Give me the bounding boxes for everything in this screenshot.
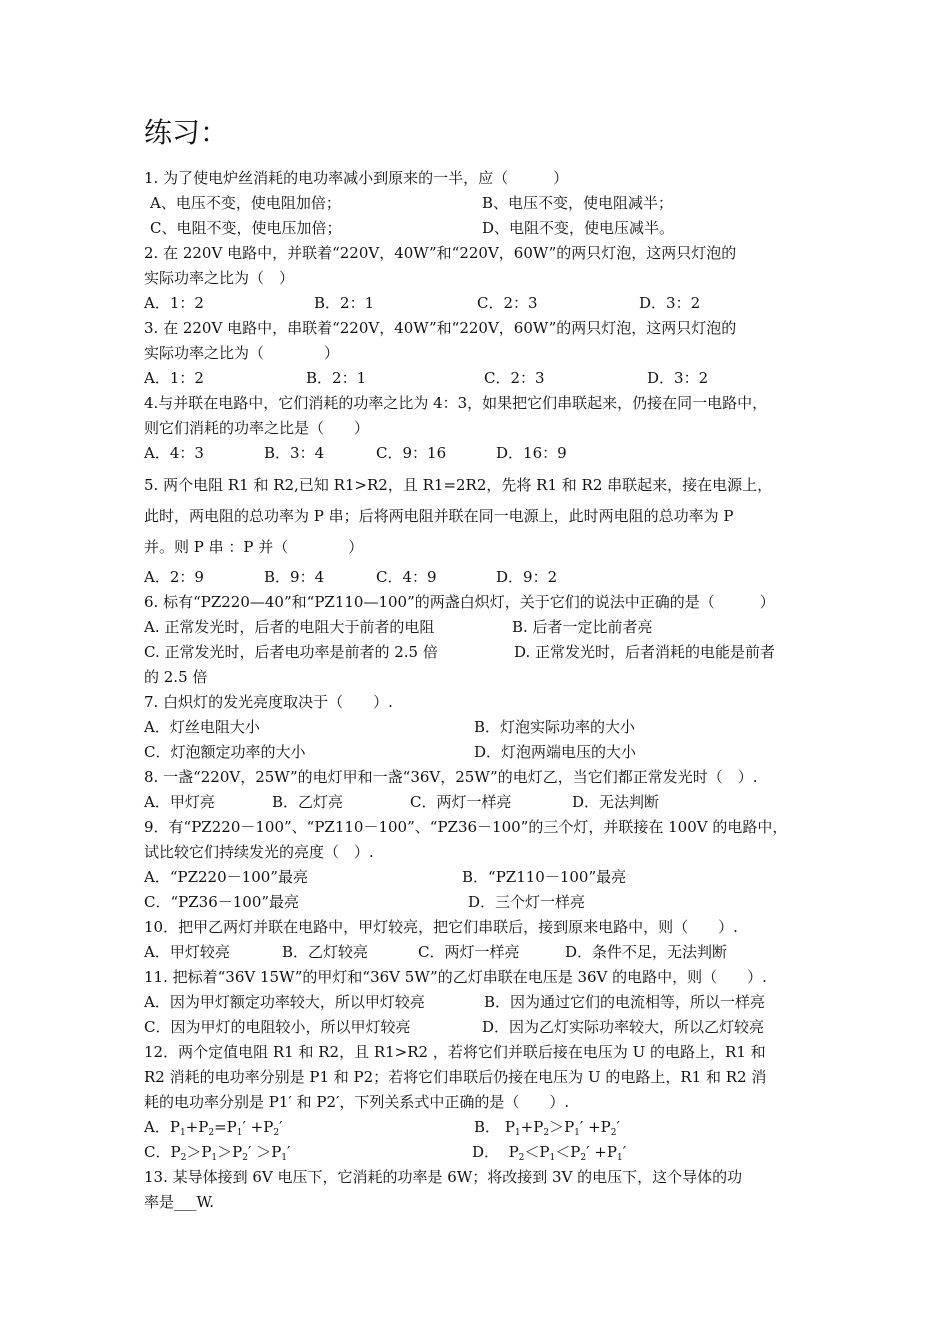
q11-option-d: D．因为乙灯实际功率较大，所以乙灯较亮 xyxy=(482,1018,765,1036)
q6-option-d-cont: 的 2.5 倍 xyxy=(144,668,208,686)
q4-option-c: C．9：16 xyxy=(376,444,447,462)
q6-option-b: B. 后者一定比前者亮 xyxy=(512,618,653,636)
q1-stem: 1. 为了使电炉丝消耗的电功率减小到原来的一半，应（ ） xyxy=(144,169,569,187)
q1-option-a: A、电压不变，使电阻加倍； xyxy=(150,194,341,212)
q8-option-b: B．乙灯亮 xyxy=(272,793,344,811)
q9-option-d: D．三个灯一样亮 xyxy=(468,893,586,911)
q2-option-b: B．2：1 xyxy=(314,294,375,312)
q4-option-b: B．3：4 xyxy=(264,444,325,462)
q5-stem-line3: 并。则 P 串 ：P 并（ ） xyxy=(144,538,364,556)
q2-option-d: D．3：2 xyxy=(639,294,701,312)
q12-stem-line3: 耗的电功率分别是 P1′ 和 P2′，下列关系式中正确的是（ ）. xyxy=(144,1093,570,1111)
q3-option-b: B．2：1 xyxy=(306,369,367,387)
q2-option-a: A．1：2 xyxy=(144,294,204,312)
q12-option-d: D． $P_2<P_1<P_2' +P_1'$ xyxy=(472,1143,627,1163)
q11-stem: 11. 把标着“36V 15W”的甲灯和“36V 5W”的乙灯串联在电压是 36V 的电路中，则（ ）. xyxy=(144,968,767,986)
q7-option-c: C．灯泡额定功率的大小 xyxy=(144,743,306,761)
q4-option-a: A．4：3 xyxy=(144,444,204,462)
q13-stem-line1: 13. 某导体接到 6V 电压下，它消耗的功率是 6W；将改接到 3V 的电压下，这个导体的功 xyxy=(144,1168,743,1186)
q4-stem-line2: 则它们消耗的功率之比是（ ） xyxy=(144,419,370,437)
q1-option-b: B、电压不变，使电阻减半； xyxy=(482,194,674,212)
q10-option-a: A．甲灯较亮 xyxy=(144,943,230,961)
q6-option-d: D. 正常发光时，后者消耗的电能是前者 xyxy=(514,643,776,661)
q11-option-b: B．因为通过它们的电流相等，所以一样亮 xyxy=(484,993,766,1011)
page-title: 练习： xyxy=(144,116,229,149)
q5-option-a: A．2：9 xyxy=(144,568,204,586)
q8-option-c: C．两灯一样亮 xyxy=(410,793,512,811)
q11-option-c: C．因为甲灯的电阻较小，所以甲灯较亮 xyxy=(144,1018,411,1036)
q10-stem: 10．把甲乙两灯并联在电路中，甲灯较亮，把它们串联后，接到原来电路中，则（ ）. xyxy=(144,918,738,936)
q10-option-d: D．条件不足，无法判断 xyxy=(565,943,728,961)
q9-option-c: C．“PZ36－100”最亮 xyxy=(144,893,300,911)
q12-option-c: C．$P_2>P_1>P_2' >P_1'$ xyxy=(144,1143,291,1163)
q7-option-d: D．灯泡两端电压的大小 xyxy=(474,743,637,761)
q12-stem-line2: R2 消耗的电功率分别是 P1 和 P2；若将它们串联后仍接在电压为 U 的电路上，R1 和 R2 消 xyxy=(144,1068,767,1086)
q2-stem-line1: 2. 在 220V 电路中，并联着“220V，40W”和“220V，60W”的两只灯泡，这两只灯泡的 xyxy=(144,244,737,262)
q12-stem-line1: 12．两个定值电阻 R1 和 R2，且 R1>R2 ，若将它们并联后接在电压为 U 的电路上，R1 和 xyxy=(144,1043,766,1061)
q5-option-c: C．4：9 xyxy=(376,568,437,586)
q7-option-a: A．灯丝电阻大小 xyxy=(144,718,260,736)
q5-option-b: B．9：4 xyxy=(264,568,325,586)
q9-stem-line2: 试比较它们持续发光的亮度（ ）. xyxy=(144,843,374,861)
q4-stem-line1: 4.与并联在电路中，它们消耗的功率之比为 4：3，如果把它们串联起来，仍接在同一电路中， xyxy=(144,394,768,412)
q1-option-c: C、电阻不变，使电压加倍； xyxy=(150,219,342,237)
q4-option-d: D．16：9 xyxy=(496,444,567,462)
q3-stem-line1: 3. 在 220V 电路中，串联着“220V，40W”和“220V，60W”的两只灯泡，这两只灯泡的 xyxy=(144,319,737,337)
q8-option-a: A．甲灯亮 xyxy=(144,793,215,811)
q9-option-a: A．“PZ220－100”最亮 xyxy=(144,868,308,886)
q3-option-d: D．3：2 xyxy=(647,369,709,387)
q12-option-b: B． $P_1+P_2>P_1' +P_2'$ xyxy=(474,1118,620,1138)
q3-option-c: C．2：3 xyxy=(484,369,545,387)
q6-option-c: C. 正常发光时，后者电功率是前者的 2.5 倍 xyxy=(144,643,438,661)
q12-option-a: A．$P_1+P_2=P_1' +P_2'$ xyxy=(144,1118,283,1138)
q6-stem: 6. 标有“PZ220—40”和“PZ110—100”的两盏白炽灯，关于它们的说法中正确的是（ ） xyxy=(144,593,775,611)
q2-option-c: C．2：3 xyxy=(477,294,538,312)
q9-stem-line1: 9．有“PZ220－100”、“PZ110－100”、“PZ36－100”的三个灯，并联接在 100V 的电路中， xyxy=(144,818,788,836)
q3-stem-line2: 实际功率之比为（ ） xyxy=(144,344,340,362)
q1-option-d: D、电阻不变，使电压减半。 xyxy=(482,219,675,237)
q11-option-a: A．因为甲灯额定功率较大，所以甲灯较亮 xyxy=(144,993,425,1011)
q13-stem-line2: 率是___W. xyxy=(144,1193,215,1211)
q6-option-a: A. 正常发光时，后者的电阻大于前者的电阻 xyxy=(144,618,435,636)
q5-option-d: D．9：2 xyxy=(496,568,558,586)
q5-stem-line2: 此时，两电阻的总功率为 P 串；后将两电阻并联在同一电源上，此时两电阻的总功率为 P xyxy=(144,507,734,525)
q2-stem-line2: 实际功率之比为（ ） xyxy=(144,269,295,287)
q7-option-b: B．灯泡实际功率的大小 xyxy=(474,718,636,736)
q8-option-d: D．无法判断 xyxy=(572,793,660,811)
q5-stem-line1: 5. 两个电阻 R1 和 R2,已知 R1>R2，且 R1=2R2，先将 R1 和 R2 串联起来，接在电源上， xyxy=(144,476,773,494)
q9-option-b: B．“PZ110－100”最亮 xyxy=(462,868,627,886)
q8-stem: 8. 一盏“220V，25W”的电灯甲和一盏“36V，25W”的电灯乙，当它们都正常发光时（ ）. xyxy=(144,768,758,786)
q10-option-b: B．乙灯较亮 xyxy=(282,943,369,961)
q7-stem: 7. 白炽灯的发光亮度取决于（ ）. xyxy=(144,693,393,711)
q10-option-c: C．两灯一样亮 xyxy=(418,943,520,961)
q3-option-a: A．1：2 xyxy=(144,369,204,387)
